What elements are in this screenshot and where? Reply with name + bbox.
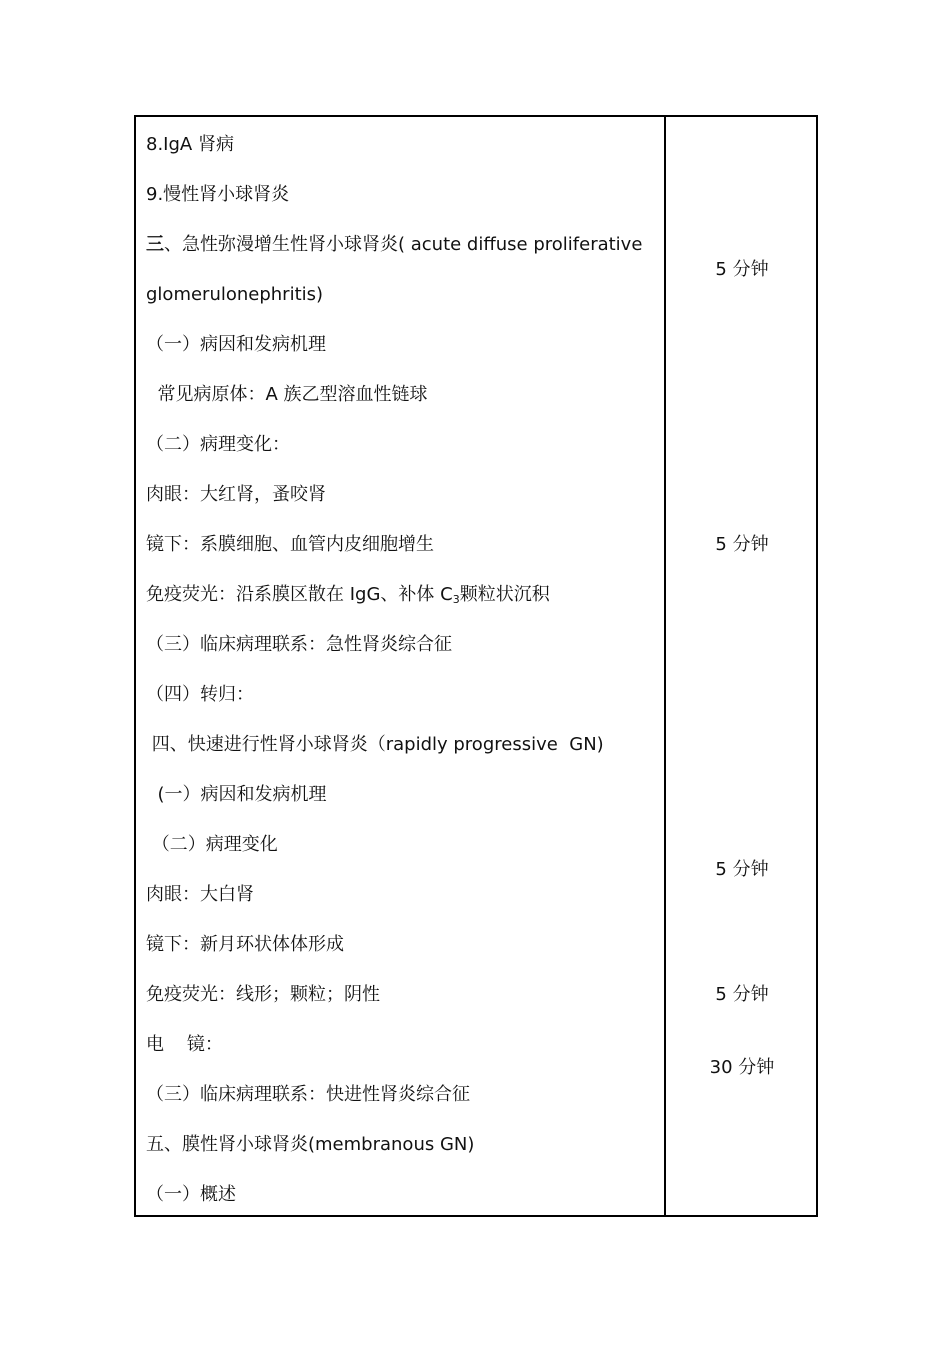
duration-label: 30 分钟 <box>709 1057 775 1078</box>
content-line: （一）病因和发病机理 <box>146 334 326 355</box>
content-line: 免疫荧光：线形；颗粒；阴性 <box>146 984 380 1005</box>
content-line: 电 镜： <box>146 1034 223 1055</box>
content-line: 五、膜性肾小球肾炎(membranous GN) <box>146 1134 475 1155</box>
duration-label: 5 分钟 <box>715 534 769 555</box>
content-line: （三）临床病理联系：快进性肾炎综合征 <box>146 1084 470 1105</box>
content-line: 9.慢性肾小球肾炎 <box>146 184 290 205</box>
content-line <box>146 585 550 607</box>
section-number: 三 <box>146 234 164 255</box>
lesson-plan-table <box>134 115 818 1217</box>
immunofluorescence-text-end: 颗粒状沉积 <box>459 584 550 605</box>
content-line: （二）病理变化： <box>146 434 290 455</box>
immunofluorescence-text: 免疫荧光：沿系膜区散在 IgG、补体 C <box>146 584 453 605</box>
column-divider <box>664 117 666 1215</box>
content-line: glomerulonephritis) <box>146 284 324 305</box>
section-title: 、急性弥漫增生性肾小球肾炎( acute diffuse proliferative <box>164 234 643 255</box>
content-line: （四）转归： <box>146 684 254 705</box>
content-line: (一）病因和发病机理 <box>146 784 327 805</box>
content-line: 镜下：系膜细胞、血管内皮细胞增生 <box>146 534 434 555</box>
subscript: 3 <box>452 593 460 606</box>
content-line: 常见病原体：A 族乙型溶血性链球 <box>146 384 428 405</box>
content-line: 四、快速进行性肾小球肾炎（rapidly progressive GN) <box>146 734 604 755</box>
content-line: 8.IgA 肾病 <box>146 134 234 155</box>
duration-label: 5 分钟 <box>715 984 769 1005</box>
content-line: 肉眼：大白肾 <box>146 884 254 905</box>
duration-label: 5 分钟 <box>715 259 769 280</box>
content-line: （三）临床病理联系：急性肾炎综合征 <box>146 634 452 655</box>
duration-label: 5 分钟 <box>715 859 769 880</box>
content-line: 镜下：新月环状体体形成 <box>146 934 344 955</box>
content-line: 肉眼：大红肾，蚤咬肾 <box>146 484 326 505</box>
content-line <box>146 235 642 255</box>
content-line: （一）概述 <box>146 1184 236 1205</box>
content-line: （二）病理变化 <box>146 834 278 855</box>
